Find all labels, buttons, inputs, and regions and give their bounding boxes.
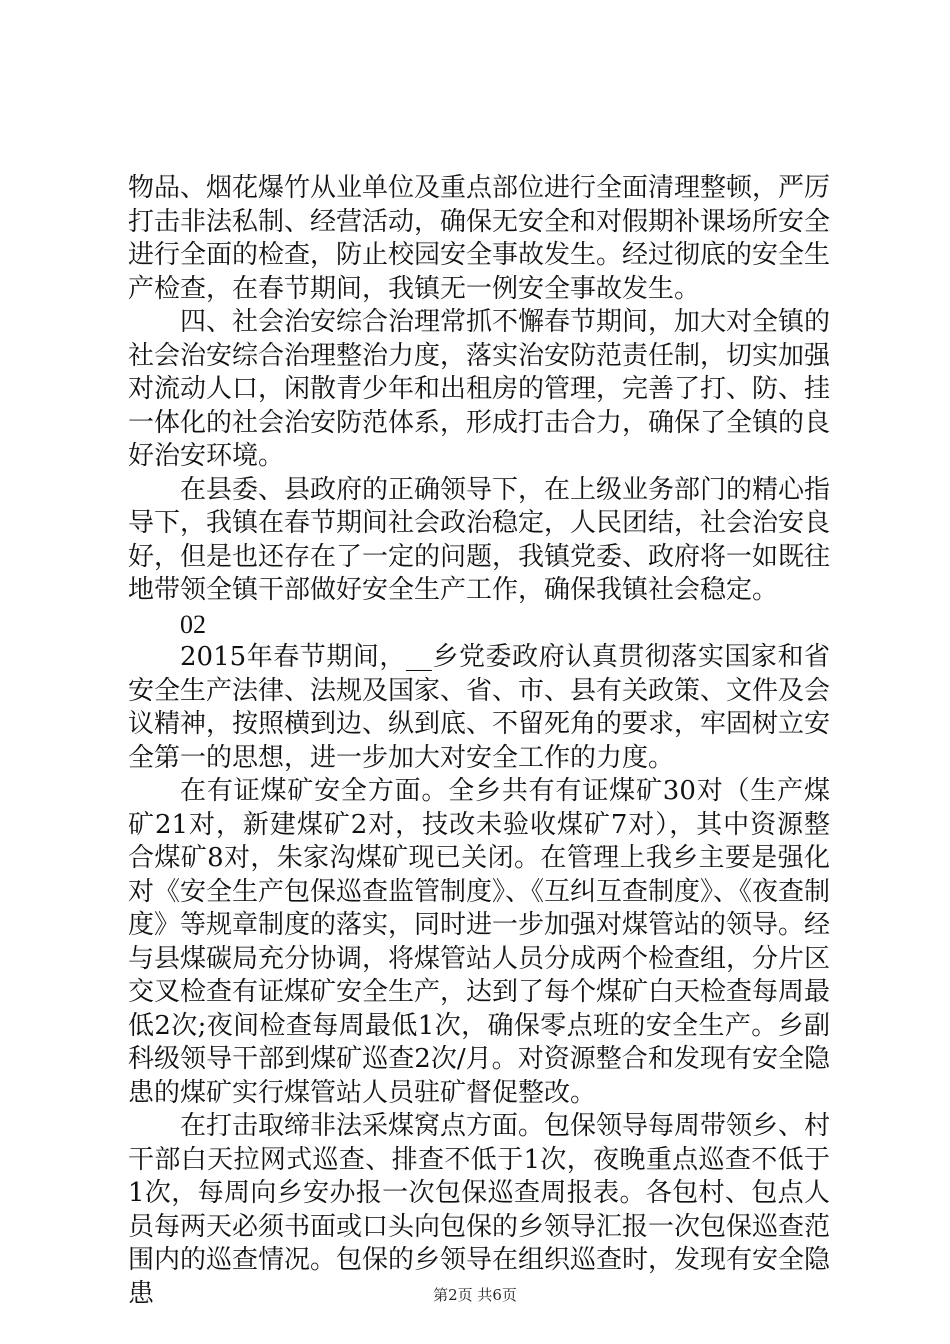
document-body xyxy=(128,172,830,1311)
paragraph: 在县委、县政府的正确领导下，在上级业务部门的精心指导下，我镇在春节期间社会政治稳定，人民团结，社会治安良好，但是也还存在了一定的问题，我镇党委、政府将一如既往地带领全镇干部做好安全生产工作，确保我镇社会稳定。 xyxy=(128,474,831,605)
paragraph: 在打击取缔非法采煤窝点方面。包保领导每周带领乡、村干部白天拉网式巡查、排查不低于1次，夜晚重点巡查不低于1次，每周向乡安办报一次包保巡查周报表。各包村、包点人员每两天必须书面或口头向包保的乡领导汇报一次包保巡查范围内的巡查情况。包保的乡领导在组织巡查时，发现有安全隐患 xyxy=(128,1111,831,1309)
page-footer: 第2页 共6页 xyxy=(433,1286,517,1304)
paragraph: 物品、烟花爆竹从业单位及重点部位进行全面清理整顿，严厉打击非法私制、经营活动，确保无安全和对假期补课场所安全进行全面的检查，防止校园安全事故发生。经过彻底的安全生产检查，在春节期间，我镇无一例安全事故发生。 xyxy=(128,173,831,304)
paragraph: 四、社会治安综合治理常抓不懈春节期间，加大对全镇的社会治安综合治理整治力度，落实治安防范责任制，切实加强对流动人口，闲散青少年和出租房的管理，完善了打、防、挂一体化的社会治安防范体系，形成打击合力，确保了全镇的良好治安环境。 xyxy=(128,307,831,471)
section-number: 02 xyxy=(180,609,206,639)
paragraph: 2015年春节期间，__乡党委政府认真贯彻落实国家和省安全生产法律、法规及国家、省、市、县有关政策、文件及会议精神，按照横到边、纵到底、不留死角的要求，牢固树立安全第一的思想，进一步加大对安全工作的力度。 xyxy=(128,642,831,773)
paragraph: 在有证煤矿安全方面。全乡共有有证煤矿30对（生产煤矿21对，新建煤矿2对，技改未验收煤矿7对），其中资源整合煤矿8对，朱家沟煤矿现已关闭。在管理上我乡主要是强化对《安全生产包保巡查监管制度》、《互纠互查制度》、《夜查制度》等规章制度的落实，同时进一步加强对煤管站的领导。经与县煤碳局充分协调，将煤管站人员分成两个检查组，分片区交叉检查有证煤矿安全生产，达到了每个煤矿白天检查每周最低2次;夜间检查每周最低1次，确保零点班的安全生产。乡副科级领导干部到煤矿巡查2次/月。对资源整合和发现有安全隐患的煤矿实行煤管站人员驻矿督促整改。 xyxy=(128,776,831,1108)
